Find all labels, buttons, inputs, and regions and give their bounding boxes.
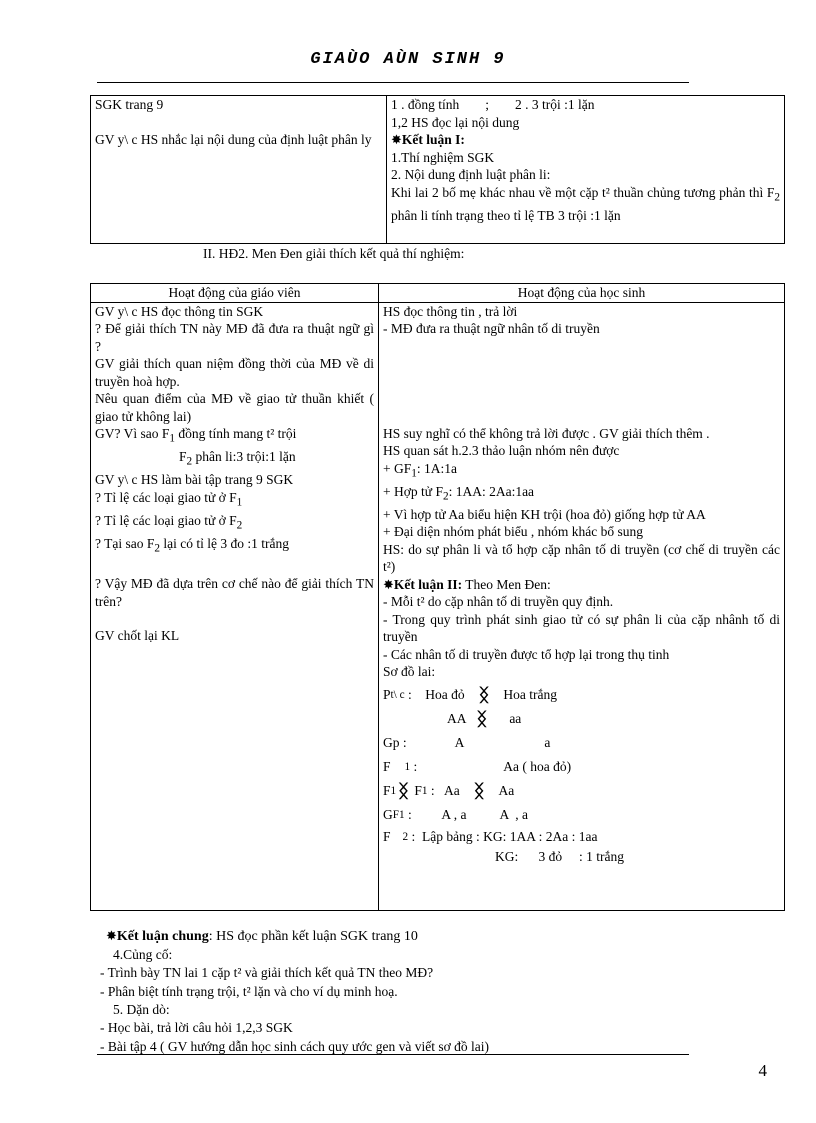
teacher-line: ? Vậy MĐ đã dựa trên cơ chế nào để giải thích TN trên?	[95, 576, 374, 609]
cross-diagram	[383, 683, 780, 867]
conclusion-2: ✸Kết luận II: Theo Men Đen:	[383, 576, 551, 592]
cross-row-f1: F 1 : Aa ( hoa đỏ)	[383, 758, 572, 774]
student-line: + $GF_1$: 1A:1a	[383, 460, 457, 480]
t1-r-line6: Khi lai 2 bố mẹ khác nhau về một cặp t² thuần chủng tương phản thì $F_2$ phân li tính trạng theo tỉ lệ TB 3 trội :1 lặn	[391, 184, 780, 223]
teacher-line: GV y\ c HS đọc thông tin SGK	[95, 303, 264, 319]
teacher-line: Nêu quan điểm của MĐ về giao tử thuần khiết ( giao tử không lai)	[95, 391, 374, 424]
cross-row-phenotype: KG: 3 đỏ : 1 trắng	[495, 848, 624, 864]
t1-r-line5: 2. Nội dung định luật phân li:	[391, 167, 551, 182]
footer-line: - Phân biệt tính trạng trội, t² lặn và cho ví dụ minh hoạ.	[100, 984, 398, 999]
teacher-line: ? Tỉ lệ các loại giao tử ở $F_2$	[95, 513, 243, 532]
table1-right-cell	[387, 96, 785, 244]
cross-icon: ᛝ	[398, 780, 409, 801]
student-line: HS: do sự phân li và tổ hợp cặp nhân tố di truyền (cơ chế di truyền các t²)	[383, 541, 780, 575]
table-top	[90, 95, 785, 244]
conclusion-1: ✸Kết luận I:	[391, 132, 465, 147]
teacher-activities	[91, 302, 379, 910]
cross-row-gf1: G F1 : A , a A , a	[383, 806, 529, 822]
teacher-line: $F_2$ phân li:3 trội:1 lặn	[179, 449, 296, 468]
t1-r-line1: 1 . đồng tính ; 2 . 3 trội :1 lặn	[391, 97, 595, 112]
teacher-line: GV chốt lại KL	[95, 628, 180, 644]
footer-line: - Học bài, trả lời câu hỏi 1,2,3 SGK	[100, 1020, 293, 1035]
t1-r-line2: 1,2 HS đọc lại nội dung	[391, 114, 520, 130]
student-activities	[379, 302, 785, 910]
star-bullet-icon: ✸	[106, 928, 117, 943]
student-line: + Vì hợp tử Aa biểu hiện KH trội (hoa đỏ) giống hợp tử AA	[383, 506, 706, 522]
cross-icon: ᛝ	[473, 780, 485, 801]
footer-heading-4: 4.Củng cố:	[113, 947, 173, 962]
student-line: - Trong quy trình phát sinh giao tử có sự phân li của cặp nhânh tố di truyền	[383, 611, 780, 645]
cross-row-gp: Gp : A a	[383, 734, 551, 750]
student-line: - Các nhân tố di truyền được tổ hợp lại trong thụ tinh	[383, 646, 670, 662]
header-rule	[97, 82, 689, 83]
student-line: + Đại diện nhóm phát biểu , nhóm khác bổ sung	[383, 524, 643, 540]
student-line: + Hợp tử $F_2$: 1AA: 2Aa:1aa	[383, 483, 535, 503]
student-line: - MĐ đưa ra thuật ngữ nhân tố di truyền	[383, 321, 600, 336]
cross-row-p: P t\ c : Hoa đỏ ᛝ Hoa trắng	[383, 684, 557, 705]
t1-left-line: SGK trang 9	[95, 97, 164, 112]
t1-r-line4: 1.Thí nghiệm SGK	[391, 149, 495, 165]
teacher-line: ? Tỉ lệ các loại giao tử ở $F_1$	[95, 489, 243, 509]
footer-heading-5: 5. Dặn dò:	[113, 1002, 170, 1017]
col-header-teacher: Hoạt động của giáo viên	[91, 284, 379, 303]
cross-icon: ᛝ	[476, 708, 488, 729]
student-line: HS suy nghĩ có thể không trả lời được . GV giải thích thêm .	[383, 425, 710, 441]
teacher-line: GV giải thích quan niệm đồng thời của MĐ về di truyền hoà hợp.	[95, 356, 374, 389]
footer-rule	[97, 1054, 689, 1055]
table-activities	[90, 283, 785, 911]
teacher-line: ? Để giải thích TN này MĐ đã đưa ra thuật ngữ gì ?	[95, 321, 374, 354]
cross-row-genotype: AA ᛝ aa	[447, 708, 522, 729]
cross-row-f2: F 2 : Lập bảng : KG: 1AA : 2Aa : 1aa	[383, 828, 598, 844]
student-line: HS đọc thông tin , trả lời	[383, 303, 518, 319]
table1-left-cell	[91, 96, 387, 244]
cross-row-f1xf1: F 1 ᛝ F 1 : Aa ᛝ Aa	[383, 780, 515, 801]
page-number: 4	[758, 1061, 767, 1080]
footer-line: - Bài tập 4 ( GV hướng dẫn học sinh cách quy ước gen và viết sơ đồ lai)	[100, 1039, 489, 1054]
cross-icon: ᛝ	[478, 684, 490, 705]
star-bullet-icon: ✸	[391, 132, 402, 147]
teacher-line: GV y\ c HS làm bài tập trang 9 SGK	[95, 472, 294, 488]
student-line: - Mỗi t² do cặp nhân tố di truyền quy định.	[383, 594, 614, 610]
teacher-line: ? Tại sao $F_2$ lại có tỉ lệ 3 đo :1 trắng	[95, 536, 289, 555]
star-bullet-icon: ✸	[383, 576, 394, 592]
student-line: HS quan sát h.2.3 thảo luận nhóm nên được	[383, 443, 620, 458]
page-header-title: GIAÙO AÙN SINH 9	[310, 50, 506, 69]
col-header-student: Hoạt động của học sinh	[379, 284, 785, 303]
footer-line: - Trình bày TN lai 1 cặp t² và giải thích kết quả TN theo MĐ?	[100, 965, 434, 980]
general-conclusion: ✸Kết luận chung: HS đọc phần kết luận SGK trang 10	[106, 928, 418, 944]
teacher-line: GV? Vì sao $F_1$ đồng tính mang t² trội	[95, 426, 297, 445]
student-line: Sơ đồ lai:	[383, 664, 436, 680]
t1-left-line: GV y\ c HS nhắc lại nội dung của định luật phân ly	[95, 131, 372, 147]
section-2-title: II. HĐ2. Men Đen giải thích kết quả thí nghiệm:	[203, 246, 465, 261]
